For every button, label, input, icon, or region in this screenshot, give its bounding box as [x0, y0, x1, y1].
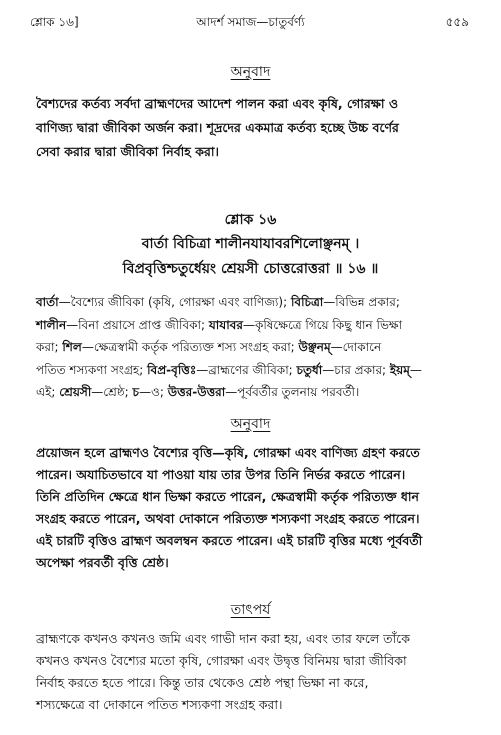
purport-heading-wrap [0, 598, 501, 622]
synonym-gloss: —বিনা প্রয়াসে প্রাপ্ত জীবিকা; [66, 317, 209, 332]
synonym-term: উঞ্ছনম্ [298, 340, 331, 354]
synonym-gloss: —শ্রেষ্ঠ; [91, 385, 133, 399]
synonym-term: বার্তা [36, 295, 59, 309]
synonym-term: শালীন [36, 317, 67, 332]
synonym-line [36, 336, 468, 359]
translation-heading-2: অনুবাদ [230, 416, 271, 432]
synonym-gloss: —দোকানে [330, 340, 382, 354]
synonym-term: শিল [62, 340, 82, 354]
synonym-gloss: পতিত শস্যকণা সংগ্রহ; [36, 362, 148, 377]
synonym-term: শ্রেয়সী [59, 385, 92, 399]
synonym-line [36, 291, 468, 314]
text-line: তিনি প্রতিদিন ক্ষেত্রে ধান ভিক্ষা করতে পারেন, ক্ষেত্রস্বামী কর্তৃক পরিত্যক্ত ধান [36, 489, 419, 504]
synonym-gloss: করা; [36, 340, 63, 354]
synonym-gloss: —চার প্রকার; [322, 362, 390, 377]
text-line: প্রয়োজন হলে ব্রাহ্মণও বৈশ্যের বৃত্তি—কৃষি, গোরক্ষা এবং বাণিজ্য গ্রহণ করতে [36, 445, 420, 460]
text-line: সেবা করার দ্বারা জীবিকা নির্বাহ করা। [36, 144, 219, 159]
verse-line-2: বিপ্রবৃত্তিশ্চতুর্ধেয়ং শ্রেয়সী চোত্তরোত্তরা ॥ ১৬ ॥ [122, 261, 379, 277]
purport-heading: তাৎপর্য [230, 602, 271, 618]
synonym-term: যাযাবর [208, 317, 243, 332]
synonym-gloss: — [409, 362, 422, 377]
word-for-word-synonyms [36, 291, 468, 404]
page-header-title: আদর্শ সমাজ—চাতুর্বর্ণ্য [196, 15, 305, 29]
synonym-line [36, 381, 468, 404]
text-line: নির্বাহ করতে হতে পারে। কিন্তু তার থেকেও শ্রেষ্ঠ পন্থা ভিক্ষা না করে, [36, 675, 369, 690]
text-line: সংগ্রহ করতে পারেন, অথবা দোকানে পরিত্যক্ত শস্যকণা সংগ্রহ করতে পারেন। [36, 511, 420, 526]
synonym-gloss: —কৃষিক্ষেত্রে গিয়ে কিছু ধান ভিক্ষা [242, 317, 403, 332]
synonym-term: চতুর্ধা [296, 362, 323, 377]
text-line: কখনও কখনও বৈশ্যের মতো কৃষি, গোরক্ষা এবং উদ্বৃত্ত বিনিময় দ্বারা জীবিকা [36, 653, 407, 668]
translation-heading-1: অনুবাদ [230, 64, 271, 80]
synonym-gloss: —ক্ষেত্রস্বামী কর্তৃক পরিত্যক্ত শস্য সংগ্রহ করা; [81, 340, 299, 354]
synonym-term: ইয়ম্ [389, 362, 410, 377]
verse-line-1: বার্তা বিচিত্রা শালীনযাযাবরশিলোঞ্ছনম্ । [141, 236, 360, 252]
synonym-gloss: —ব্রাহ্মণের জীবিকা; [196, 362, 297, 377]
text-line: এই চারটি বৃত্তিও ব্রাহ্মণ অবলম্বন করতে পারেন। এই চারটি বৃত্তির মধ্যে পূর্ববর্তী [36, 533, 423, 548]
page-header-left: শ্লোক ১৬] [30, 15, 79, 29]
text-line: বাণিজ্য দ্বারা জীবিকা অর্জন করা। শূদ্রদের একমাত্র কর্তব্য হচ্ছে উচ্চ বর্ণের [36, 120, 399, 135]
synonym-gloss: —বৈশ্যের জীবিকা (কৃষি, গোরক্ষা এবং বাণিজ্য); [58, 295, 291, 309]
synonym-line [36, 314, 468, 337]
translation-paragraph-1 [36, 92, 468, 164]
synonym-term: বিপ্র-বৃত্তিঃ [147, 362, 197, 377]
translation-heading-1-wrap [0, 60, 501, 84]
translation-heading-2-wrap [0, 412, 501, 436]
synonym-term: চ [132, 385, 140, 399]
text-line: শস্যক্ষেত্রে বা দোকানে পতিত শস্যকণা সংগ্রহ করা। [36, 697, 283, 712]
synonym-gloss: —ও; [139, 385, 168, 399]
translation-paragraph-2 [36, 442, 468, 574]
synonym-line [36, 359, 468, 382]
page-number: ৫৫৯ [445, 15, 469, 29]
purport-paragraph [36, 628, 468, 716]
verse-heading: শ্লোক ১৬ [224, 212, 277, 228]
text-line: অপেক্ষা পরবর্তী বৃত্তি শ্রেষ্ঠ। [36, 555, 169, 570]
synonym-gloss: —পূর্ববর্তীর তুলনায় পরবর্তী। [225, 385, 360, 399]
synonym-gloss: এই; [36, 385, 60, 399]
text-line: পারেন। অযাচিতভাবে যা পাওয়া যায় তার উপর তিনি নির্ভর করতে পারেন। [36, 467, 406, 482]
synonym-term: বিচিত্রা [290, 295, 324, 309]
text-line: ব্রাহ্মণকে কখনও কখনও জমি এবং গাভী দান করা হয়, এবং তার ফলে তাঁকে [36, 631, 410, 646]
synonym-gloss: —বিভিন্ন প্রকার; [323, 295, 400, 309]
text-line: বৈশ্যদের কর্তব্য সর্বদা ব্রাহ্মণদের আদেশ পালন করা এবং কৃষি, গোরক্ষা ও [36, 96, 399, 111]
synonym-term: উত্তর-উত্তরা [167, 385, 226, 399]
